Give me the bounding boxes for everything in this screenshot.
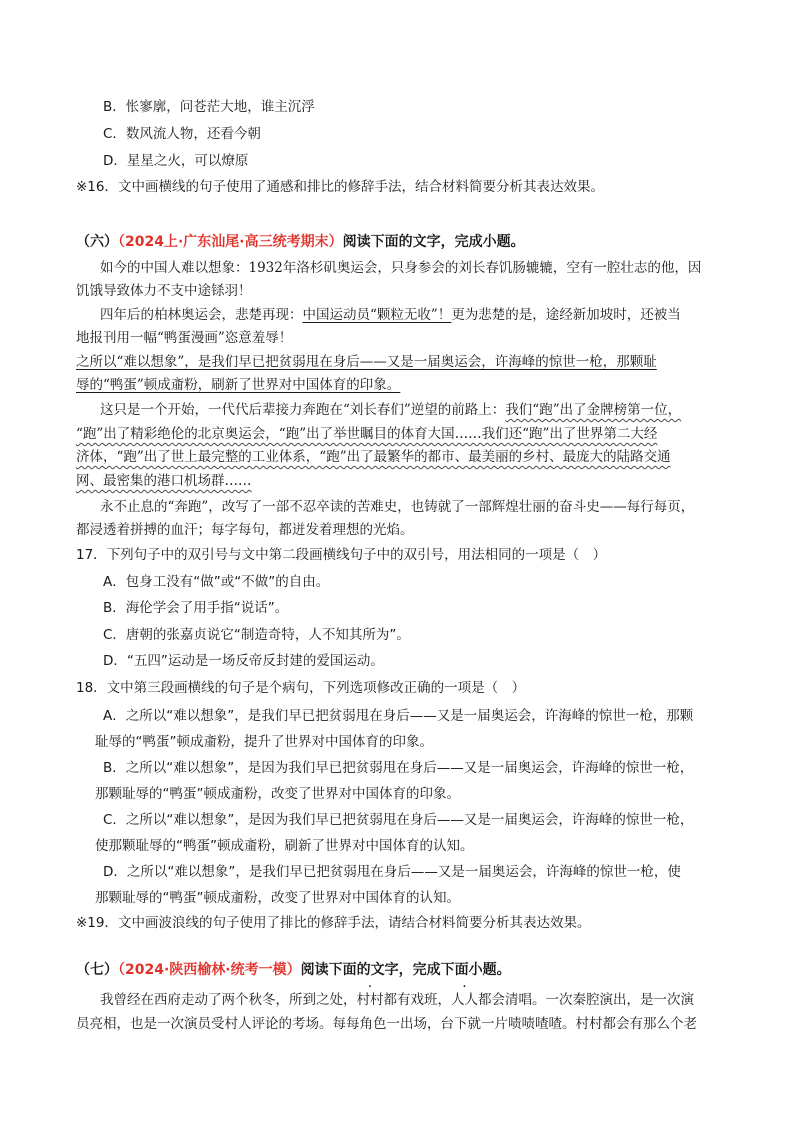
q17-option-c: C．唐朝的张嘉贞说它“制造奇特，人不知其所为”。 — [103, 627, 410, 643]
q18-option-a-line2: 耻辱的“鸭蛋”顿成齑粉，提升了世界对中国体育的印象。 — [95, 734, 433, 750]
passage7-p1-line2: 员亮相，也是一次演员受村人评论的考场。每每角色一出场，台下就一片啧啧喳喳。村村都会有那么个老 — [76, 1016, 697, 1032]
passage6-p2-line1 — [100, 305, 681, 325]
passage7-text-a: 我曾经在西府走动了两个秋冬，所到之处， — [100, 992, 357, 1008]
passage6-p4-wavy: 我们“跑”出了金牌榜第一位， — [505, 402, 682, 418]
passage6-p2-line2: 地报刊用一幅“鸭蛋漫画”恣意羞辱！ — [76, 330, 293, 346]
passage7-dotted-renren: 人人 — [451, 992, 478, 1008]
passage6-p1-line2: 饥饿导致体力不支中途铩羽！ — [76, 283, 252, 299]
passage7-text-c: 都会清唱。一次秦腔演出，是一次演 — [478, 992, 694, 1008]
q18-option-c-line2: 使那颗耻辱的“鸭蛋”顿成齑粉，刷新了世界对中国体育的认知。 — [95, 838, 474, 854]
passage6-p2-underlined: 中国运动员“颗粒无收”！ — [302, 307, 452, 323]
section-7-heading — [76, 960, 511, 980]
passage6-p2-text-b: 更为悲楚的是，途经新加坡时，还被当 — [451, 307, 681, 323]
passage6-p3-line2: 辱的“鸭蛋”顿成齑粉，刷新了世界对中国体育的印象。 — [76, 377, 401, 393]
passage6-p5-line1: 永不止息的“奔跑”，改写了一部不忍卒读的苦难史，也铸就了一部辉煌壮丽的奋斗史——每行每页， — [100, 499, 695, 515]
section-6-source: （2024上·广东汕尾·高三统考期末） — [118, 234, 343, 250]
question-17: 17．下列句子中的双引号与文中第二段画横线句子中的双引号，用法相同的一项是（ ） — [76, 547, 607, 563]
passage6-p1-line1: 如今的中国人难以想象：1932年洛杉矶奥运会，只身参会的刘长春饥肠辘辘，空有一腔壮志的他，因 — [100, 260, 702, 276]
section-6-number: （六） — [76, 234, 118, 250]
q18-option-d-line2: 那颗耻辱的“鸭蛋”顿成齑粉，改变了世界对中国体育的认知。 — [95, 890, 460, 906]
q15-option-c: C．数风流人物，还看今朝 — [103, 126, 261, 142]
q17-option-a: A．包身工没有“做”或“不做”的自由。 — [103, 574, 330, 590]
q18-option-a-line1: A．之所以“难以想象”，是我们早已把贫弱甩在身后——又是一届奥运会，许海峰的惊世一枪，那颗 — [103, 708, 694, 724]
passage6-p4-text-a: 这只是一个开始，一代代后辈接力奔跑在“刘长春们”逆望的前路上： — [100, 402, 506, 418]
passage6-p4-line2: “跑”出了精彩绝伦的北京奥运会，“跑”出了举世瞩目的体育大国……我们还“跑”出了世界第二大经 — [76, 426, 658, 442]
section-7-instruction: 阅读下面的文字，完成下面小题。 — [300, 962, 511, 978]
q18-option-b-line1: B．之所以“难以想象”，是因为我们早已把贫弱甩在身后——又是一届奥运会，许海峰的惊世一枪， — [103, 760, 694, 776]
passage6-p4-line3: 济体，“跑”出了世上最完整的工业体系，“跑”出了最繁华的都市、最美丽的乡村、最庞大的陆路交通 — [76, 449, 671, 465]
question-19: ※19．文中画波浪线的句子使用了排比的修辞手法，请结合材料简要分析其表达效果。 — [76, 915, 591, 931]
section-7-source: （2024·陕西榆林·统考一模） — [118, 962, 301, 978]
passage6-p4-line4: 网、最密集的港口机场群…… — [76, 473, 252, 489]
q18-option-c-line1: C．之所以“难以想象”，是因为我们早已把贫弱甩在身后——又是一届奥运会，许海峰的惊世一枪， — [103, 812, 694, 828]
q18-option-b-line2: 那颗耻辱的“鸭蛋”顿成齑粉，改变了世界对中国体育的印象。 — [95, 786, 460, 802]
q18-option-d-line1: D．之所以“难以想象”，是我们早已把贫弱甩在身后——又是一届奥运会，许海峰的惊世一枪，使 — [103, 864, 681, 880]
passage7-p1-line1 — [100, 990, 694, 1010]
passage6-p5-line2: 都浸透着拼搏的血汗；每字每句，都迸发着理想的光焰。 — [76, 522, 414, 538]
passage6-p4-line1 — [100, 400, 681, 420]
q17-option-b: B．海伦学会了用手指“说话”。 — [103, 600, 289, 616]
q15-option-d: D．星星之火，可以燎原 — [103, 153, 249, 169]
section-7-number: （七） — [76, 962, 118, 978]
passage6-p3-line1: 之所以“难以想象”，是我们早已把贫弱甩在身后——又是一届奥运会，许海峰的惊世一枪，那颗耻 — [76, 354, 657, 370]
q15-option-b: B．怅寥廓，问苍茫大地，谁主沉浮 — [103, 99, 315, 115]
passage7-dotted-cuncun: 村村 — [356, 992, 384, 1008]
section-6-heading — [76, 232, 525, 252]
q17-option-d: D．“五四”运动是一场反帝反封建的爱国运动。 — [103, 653, 384, 669]
passage7-text-b: 都有戏班， — [383, 992, 451, 1008]
question-16: ※16．文中画横线的句子使用了通感和排比的修辞手法，结合材料简要分析其表达效果。 — [76, 179, 604, 195]
passage6-p2-text-a: 四年后的柏林奥运会，悲楚再现： — [100, 307, 303, 323]
section-6-instruction: 阅读下面的文字，完成小题。 — [342, 234, 525, 250]
question-18: 18．文中第三段画横线的句子是个病句，下列选项修改正确的一项是（ ） — [76, 680, 526, 696]
